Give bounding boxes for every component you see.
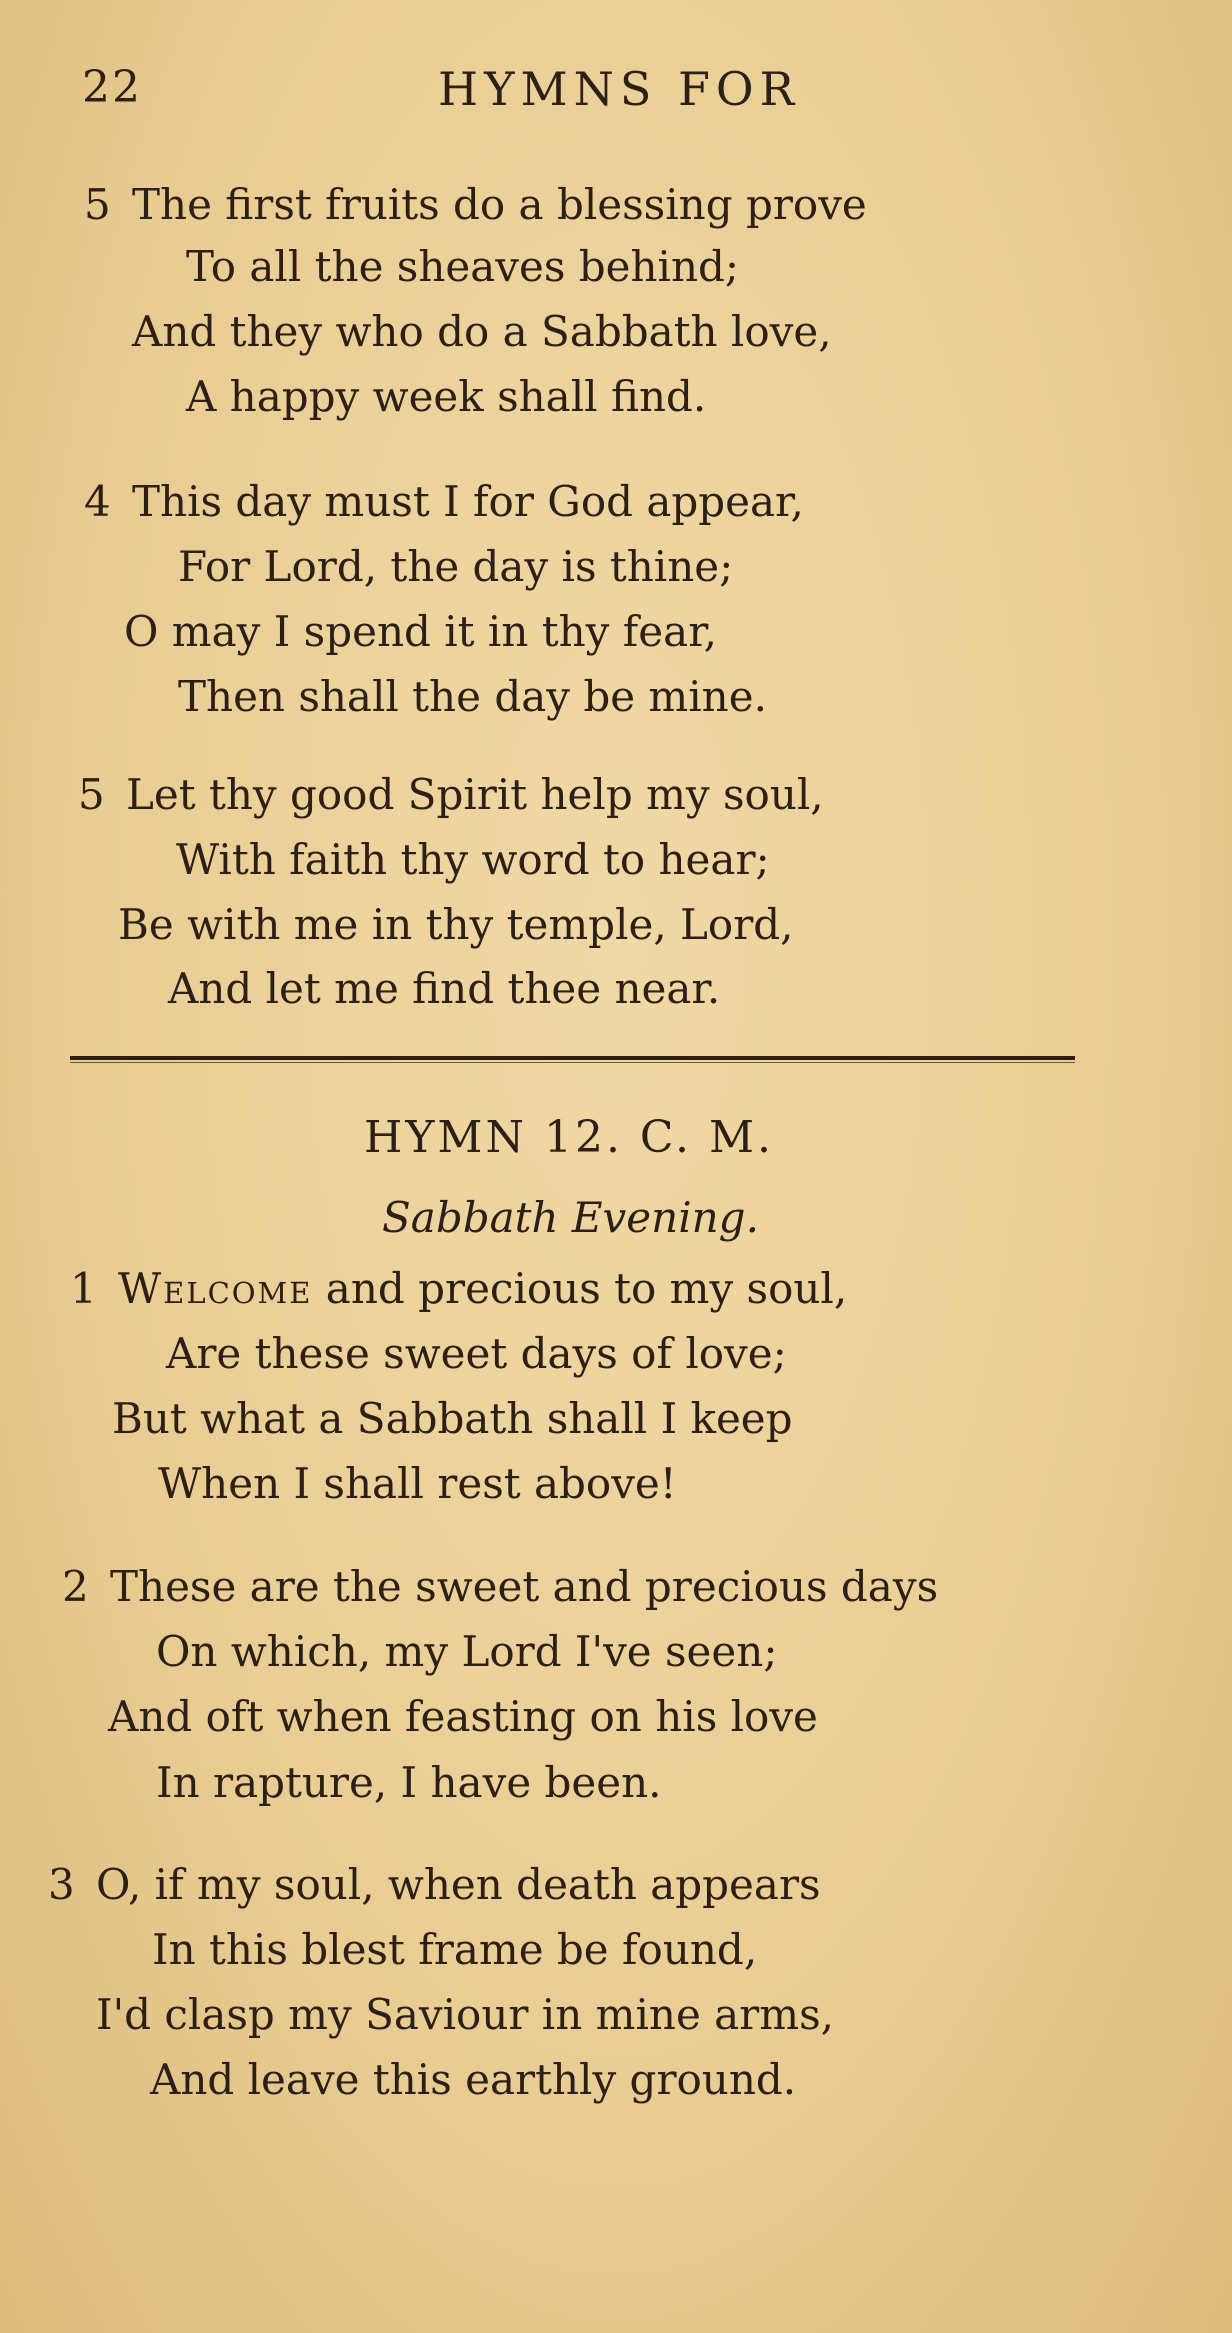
stanza-number: 4 — [84, 477, 111, 526]
verse-line: This day must I for God appear, — [132, 477, 804, 526]
verse-line: O may I spend it in thy fear, — [124, 607, 718, 656]
running-head: HYMNS FOR — [438, 62, 801, 116]
verse-line: O, if my soul, when death appears — [96, 1860, 821, 1909]
verse-line: When I shall rest above! — [158, 1459, 677, 1508]
verse-line: A happy week shall find. — [186, 372, 707, 421]
verse-line: The first fruits do a blessing prove — [132, 180, 867, 229]
hymn-subtitle: Sabbath Evening. — [382, 1193, 759, 1242]
verse-line: These are the sweet and precious days — [110, 1562, 939, 1611]
verse-line: Be with me in thy temple, Lord, — [118, 900, 794, 949]
page-header — [0, 62, 1232, 132]
verse-line: Let thy good Spirit help my soul, — [126, 770, 824, 819]
verse-line: On which, my Lord I've seen; — [156, 1627, 778, 1676]
first-word: Welcome — [118, 1264, 313, 1313]
page-number: 22 — [82, 62, 142, 113]
verse-line: In rapture, I have been. — [156, 1758, 662, 1807]
verse-line: With faith thy word to hear; — [176, 835, 770, 884]
stanza-number: 5 — [84, 180, 111, 229]
hymn-title: HYMN 12. C. M. — [364, 1112, 775, 1163]
verse-line: Then shall the day be mine. — [178, 672, 767, 721]
verse-line: And leave this earthly ground. — [150, 2055, 797, 2104]
verse-line: And let me find thee near. — [168, 964, 721, 1013]
verse-line: But what a Sabbath shall I keep — [112, 1394, 793, 1443]
stanza-number: 5 — [78, 770, 105, 819]
verse-line: For Lord, the day is thine; — [178, 542, 734, 591]
verse-line: And they who do a Sabbath love, — [132, 307, 832, 356]
stanza-number: 2 — [62, 1562, 89, 1611]
verse-line: In this blest frame be found, — [152, 1925, 758, 1974]
stanza-number: 3 — [48, 1860, 75, 1909]
verse-line: And oft when feasting on his love — [108, 1692, 818, 1741]
verse-line-rest: and precious to my soul, — [312, 1264, 848, 1313]
verse-line — [118, 1264, 848, 1313]
stanza-number: 1 — [70, 1264, 97, 1313]
verse-line: Are these sweet days of love; — [166, 1329, 787, 1378]
section-divider — [70, 1056, 1075, 1060]
verse-line: I'd clasp my Saviour in mine arms, — [96, 1990, 834, 2039]
section-divider-fine — [70, 1062, 1075, 1063]
verse-line: To all the sheaves behind; — [186, 242, 740, 291]
